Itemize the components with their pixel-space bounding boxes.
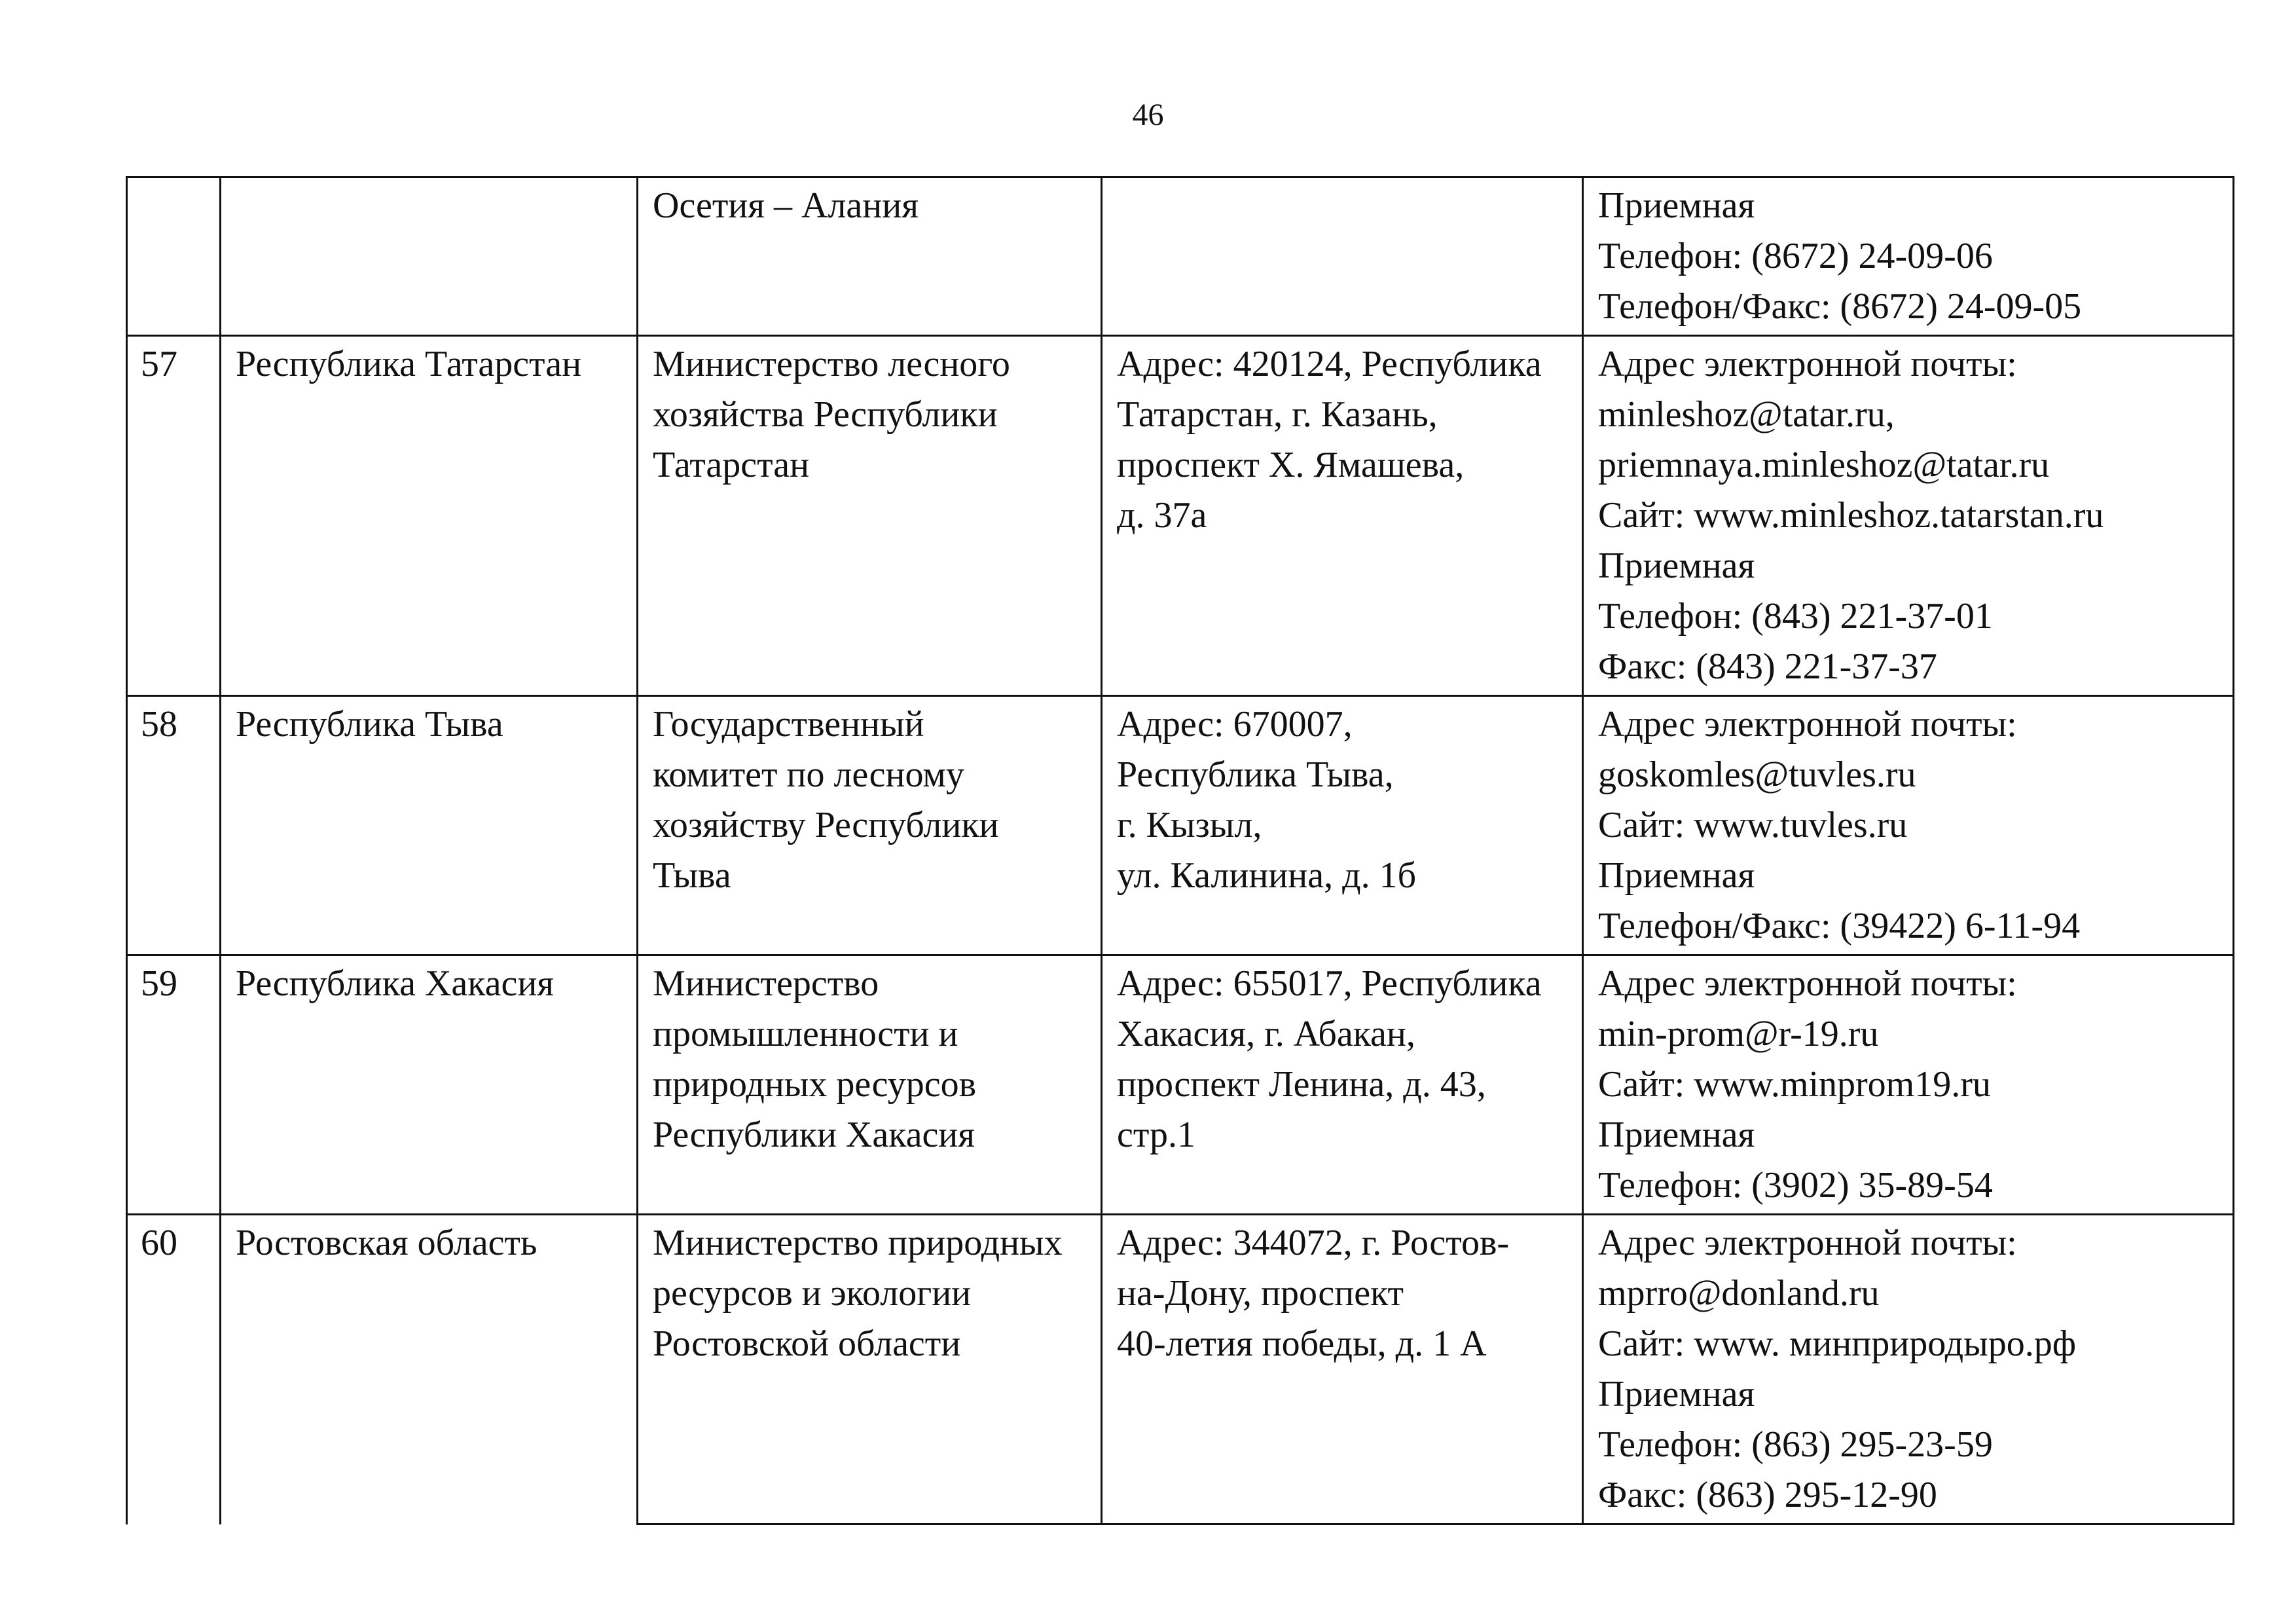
address-cell <box>1102 336 1583 696</box>
contact-phone: Телефон: (843) 221-37-01 <box>1598 596 1993 637</box>
contact-line: Приемная <box>1598 545 1755 586</box>
address-line: 40-летия победы, д. 1 А <box>1117 1323 1487 1364</box>
organization-line: Министерство природных <box>653 1223 1063 1263</box>
table-row <box>127 955 2234 1215</box>
table-row <box>127 1215 2234 1524</box>
contacts-cell <box>1583 177 2234 336</box>
contact-phone: Телефон: (863) 295-23-59 <box>1598 1424 1993 1465</box>
contact-phone: Телефон: (3902) 35-89-54 <box>1598 1165 1993 1206</box>
contacts-cell <box>1583 336 2234 696</box>
row-number-cell: 58 <box>127 696 221 955</box>
contact-website: Сайт: www. минприродыро.рф <box>1598 1323 2076 1364</box>
organization-line: Республики Хакасия <box>653 1115 975 1155</box>
table-row <box>127 336 2234 696</box>
contact-fax: Факс: (843) 221-37-37 <box>1598 646 1937 687</box>
contact-line: Телефон: (8672) 24-09-06 <box>1598 236 1993 276</box>
contact-email: priemnaya.minleshoz@tatar.ru <box>1598 445 2050 485</box>
address-line: д. 37а <box>1117 495 1207 536</box>
address-line: на-Дону, проспект <box>1117 1273 1404 1314</box>
contact-fax: Факс: (863) 295-12-90 <box>1598 1475 1937 1515</box>
contact-line: Адрес электронной почты: <box>1598 1223 2017 1263</box>
address-line: Республика Тыва, <box>1117 754 1394 795</box>
organization-line: Татарстан <box>653 445 810 485</box>
contacts-cell <box>1583 955 2234 1215</box>
contact-website: Сайт: www.minleshoz.tatarstan.ru <box>1598 495 2104 536</box>
organization-cell <box>638 955 1102 1215</box>
contacts-cell <box>1583 696 2234 955</box>
organization-line: хозяйства Республики <box>653 394 998 435</box>
address-line: Адрес: 670007, <box>1117 704 1353 745</box>
region-cell <box>221 177 638 336</box>
organization-cell <box>638 1215 1102 1524</box>
contact-website: Сайт: www.minprom19.ru <box>1598 1064 1991 1105</box>
row-number-cell: 59 <box>127 955 221 1215</box>
organization-line: промышленности и <box>653 1014 958 1054</box>
organization-cell <box>638 336 1102 696</box>
organization-line: Министерство лесного <box>653 344 1010 384</box>
contact-line: Приемная <box>1598 1115 1755 1155</box>
organization-line: Государственный <box>653 704 924 745</box>
region-cell: Ростовская область <box>221 1215 638 1524</box>
contact-line: Телефон/Факс: (8672) 24-09-05 <box>1598 286 2082 327</box>
address-line: Хакасия, г. Абакан, <box>1117 1014 1415 1054</box>
row-number-cell: 60 <box>127 1215 221 1524</box>
row-number-cell: 57 <box>127 336 221 696</box>
contact-line: Адрес электронной почты: <box>1598 344 2017 384</box>
contact-email: min-prom@r-19.ru <box>1598 1014 1879 1054</box>
address-cell <box>1102 1215 1583 1524</box>
contact-line: Приемная <box>1598 185 1755 226</box>
table-row <box>127 696 2234 955</box>
organization-line: Тыва <box>653 855 731 896</box>
contact-line: Адрес электронной почты: <box>1598 963 2017 1004</box>
address-line: Адрес: 420124, Республика <box>1117 344 1542 384</box>
contact-phone: Телефон/Факс: (39422) 6-11-94 <box>1598 906 2081 946</box>
contact-email: mprro@donland.ru <box>1598 1273 1880 1314</box>
organization-line: Осетия – Алания <box>653 185 919 226</box>
address-cell <box>1102 696 1583 955</box>
contact-line: Приемная <box>1598 1374 1755 1414</box>
address-line: проспект Х. Ямашева, <box>1117 445 1465 485</box>
address-line: Адрес: 655017, Республика <box>1117 963 1542 1004</box>
organization-line: хозяйству Республики <box>653 805 999 845</box>
region-cell: Республика Хакасия <box>221 955 638 1215</box>
region-cell: Республика Тыва <box>221 696 638 955</box>
organization-line: комитет по лесному <box>653 754 964 795</box>
address-cell <box>1102 177 1583 336</box>
organization-line: Ростовской области <box>653 1323 961 1364</box>
region-cell: Республика Татарстан <box>221 336 638 696</box>
address-line: проспект Ленина, д. 43, <box>1117 1064 1486 1105</box>
organization-cell <box>638 696 1102 955</box>
organization-cell <box>638 177 1102 336</box>
contact-email: minleshoz@tatar.ru, <box>1598 394 1895 435</box>
contact-website: Сайт: www.tuvles.ru <box>1598 805 1908 845</box>
forestry-authorities-table <box>126 176 2234 1525</box>
address-line: стр.1 <box>1117 1115 1196 1155</box>
address-line: ул. Калинина, д. 1б <box>1117 855 1417 896</box>
page-number: 46 <box>1132 98 1164 132</box>
address-line: Татарстан, г. Казань, <box>1117 394 1438 435</box>
organization-line: Министерство <box>653 963 879 1004</box>
contact-line: Приемная <box>1598 855 1755 896</box>
contact-line: Адрес электронной почты: <box>1598 704 2017 745</box>
table-row-continuation <box>127 177 2234 336</box>
row-number-cell <box>127 177 221 336</box>
contact-email: goskomles@tuvles.ru <box>1598 754 1916 795</box>
address-line: г. Кызыл, <box>1117 805 1262 845</box>
address-cell <box>1102 955 1583 1215</box>
contacts-cell <box>1583 1215 2234 1524</box>
organization-line: природных ресурсов <box>653 1064 977 1105</box>
address-line: Адрес: 344072, г. Ростов- <box>1117 1223 1510 1263</box>
organization-line: ресурсов и экологии <box>653 1273 972 1314</box>
